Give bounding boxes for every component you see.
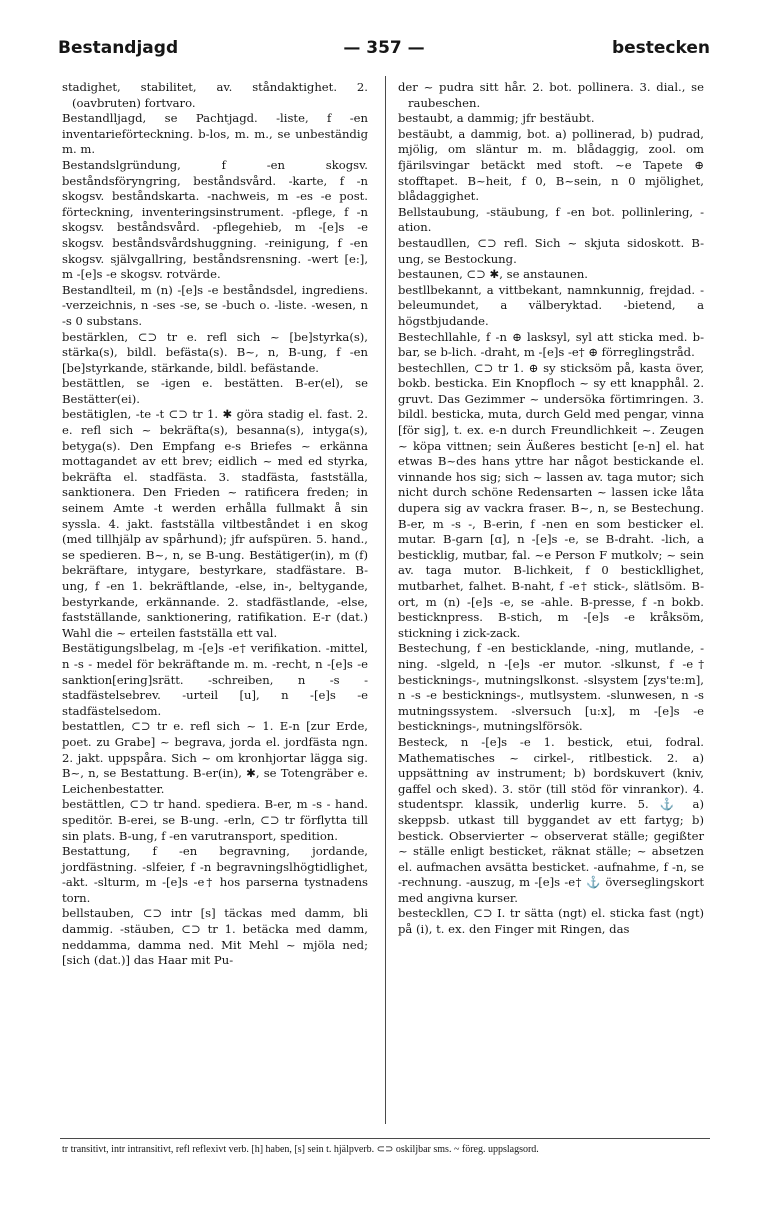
- entry: bestäubt, a dammig, bot. a) pollinerad, b) pudrad, mjölig, om släntur m. m. blådaggig, zool. om fjärilsvingar betäckt med stoft. ~e Tapete ⊕ stofftapet. B~heit, f 0, B~sein, n 0 mjölighet, blådaggighet.: [398, 126, 704, 204]
- entry: bestaubt, a dammig; jfr bestäubt.: [398, 111, 595, 126]
- entry: Bestandlteil, m (n) -[e]s -e beståndsdel, ingrediens. -verzeichnis, n -ses -se, se -buch o. -liste. -wesen, n -s 0 substans.: [62, 282, 368, 328]
- entry: bellstauben, ⊂⊃ intr [s] täckas med damm, bli dammig. -stäuben, ⊂⊃ tr 1. betäcka med damm, neddamma, damma ned. Mit Mehl ~ mjöla ned; [sich (dat.)] das Haar mit Pu-: [62, 906, 368, 968]
- entry: bestechllen, ⊂⊃ tr 1. ⊕ sy sticksöm på, kasta över, bokb. besticka. Ein Knopfloch ~ sy ett knapphål. 2. gruvt. Das Gezimmer ~ undersöka förtimringen. 3. bildl. besticka, muta, durch Geld med pengar, vinna [för sig], t. ex. e-n durch Freundlichkeit ~. Zeugen ~ köpa vittnen; sein Äußeres besticht [e-n] el. hat etwas B~des hans yttre har något bestickande el. vinnande hos sig; sich ~ lassen av. taga mutor; sich nicht durch schöne Redensarten ~ lassen icke låta dupera sig av vackra fraser. B~, n, se Bestechung. B-er, m -s -, B-erin, f -nen en som besticker el. mutar. B-garn [ɑ], n -[e]s -e, se B-draht. -lich, a besticklig, mutbar, fal. ~e Person F mutkolv; ~ sein av. taga mutor. B-lichkeit, f 0 bestickllighet, mutbarhet, falhet. B-naht, f -e† stick-, slätlsöm. B-ort, m (n) -[e]s -e, se -ahle. B-presse, f -n bokb. besticknpress. B-stich, m -[e]s -e kråksöm, stickning i zick-zack.: [398, 360, 704, 640]
- entry: Bellstaubung, -stäubung, f -en bot. pollinlering, -ation.: [398, 204, 704, 235]
- entry: bestättlen, se -igen e. bestätten. B-er(el), se Bestätter(ei).: [62, 376, 368, 406]
- entry: bestaunen, ⊂⊃ ✱, se anstaunen.: [398, 267, 588, 282]
- entry: Besteck, n -[e]s -e 1. bestick, etui, fodral. Mathematisches ~ cirkel-, ritlbestick. 2. a) uppsättning av instrument; b) bordskuvert (kniv, gaffel och sked). 3. stör (till stöd för vinrankor). 4. studentspr. klassik, underlig kurre. 5. ⚓ a) skeppsb. utkast till byggandet av ett fartyg; b) bestick. Observierter ~ observerat ställe; gegißter ~ ställe enligt besticket, räknat ställe; ~ absetzen el. aufmachen avsätta besticket. -aufnahme, f -n, se -rechnung. -auszug, m -[e]s -e† ⚓ överseglingskort med angivna kurser.: [398, 734, 704, 905]
- entry: bestärklen, ⊂⊃ tr e. refl sich ~ [be]styrka(s), stärka(s), bildl. befästa(s). B~, n, B-ung, f -en [be]styrkande, stärkande, bildl. befästande.: [62, 329, 368, 375]
- entry: Bestattung, f -en begravning, jordande, jordfästning. -slfeier, f -n begravningslhögtidlighet, -akt. -slturm, m -[e]s -e† hos parserna tystnadens torn.: [62, 844, 368, 905]
- right-column: [398, 80, 704, 938]
- entry: der ~ pudra sitt hår. 2. bot. pollinera. 3. dial., se raubeschen.: [398, 80, 704, 110]
- entry: bestättlen, ⊂⊃ tr hand. spediera. B-er, m -s - hand. speditör. B-erei, se B-ung. -erln, ⊂⊃ tr förflytta till sin plats. B-ung, f -en varutransport, spedition.: [62, 797, 368, 843]
- entry: bestllbekannt, a vittbekant, namnkunnig, frejdad. -beleumundet, a välberyktad. -bietend, a högstbjudande.: [398, 282, 704, 328]
- entry: stadighet, stabilitet, av. ståndaktighet. 2. (oavbruten) fortvaro.: [62, 80, 368, 110]
- running-header: [58, 38, 710, 64]
- entry: bestattlen, ⊂⊃ tr e. refl sich ~ 1. E-n [zur Erde, poet. zu Grabe] ~ begrava, jorda el. jordfästa ngn. 2. jakt. uppspåra. Sich ~ om kronhjortar lägga sig. B~, n, se Bestattung. B-er(in), ✱, se Totengräber e. Leichenbestatter.: [62, 719, 368, 796]
- entry: Bestechung, f -en besticklande, -ning, mutlande, -ning. -slgeld, n -[e]s -er mutor. -slkunst, f -e† besticknings-, mutningslkonst. -slsystem [zys'te:m], n -s -e besticknings-, mutlsystem. -slunwesen, n -s mutningssystem. -slversuch [u:x], m -[e]s -e besticknings-, mutningslförsök.: [398, 641, 704, 734]
- page-number: — 357 —: [343, 38, 425, 58]
- column-divider: [385, 76, 386, 1124]
- header-left-guideword: Bestandjagd: [58, 38, 179, 58]
- header-right-guideword: bestecken: [611, 38, 710, 58]
- entry: Bestandlljagd, se Pachtjagd. -liste, f -en inventarieförteckning. b-los, m. m., se unbeständig m. m.: [62, 111, 368, 157]
- entry: bestaudllen, ⊂⊃ refl. Sich ~ skjuta sidoskott. B-ung, se Bestockung.: [398, 235, 704, 266]
- left-column: [62, 80, 368, 969]
- entry: besteckllen, ⊂⊃ I. tr sätta (ngt) el. sticka fast (ngt) på (i), t. ex. den Finger mit Ringen, das: [398, 906, 704, 937]
- footer-divider: [60, 1138, 710, 1139]
- entry: Bestandslgründung, f -en skogsv. beståndsföryngring, beståndsvård. -karte, f -n skogsv. beståndskarta. -nachweis, m -es -e post. förteckning, inventeringsinstrument. -pflege, f -n skogsv. beståndsvård. -pflegehieb, m -[e]s -e skogsv. beståndsvårdshuggning. -reinigung, f -en skogsv. självgallring, beståndsrensning. -wert [e:], m -[e]s -e skogsv. rotvärde.: [62, 157, 368, 282]
- entry: Bestätigungslbelag, m -[e]s -e† verifikation. -mittel, n -s - medel för bekräftande m. m. -recht, n -[e]s -e sanktion[ering]srätt. -schreiben, n -s - stadfästelsebrev. -urteil [u], n -[e]s -e stadfästelsedom.: [62, 641, 368, 718]
- entry: Bestechllahle, f -n ⊕ lasksyl, syl att sticka med. b-bar, se b-lich. -draht, m -[e]s -e† ⊕ förreglingstråd.: [398, 329, 704, 360]
- entry: bestätiglen, -te -t ⊂⊃ tr 1. ✱ göra stadig el. fast. 2. e. refl sich ~ bekräfta(s), besanna(s), intyga(s), betyga(s). Den Empfang e-s Briefes ~ erkänna mottagandet av ett brev; eidlich ~ med ed styrka, bekräfta el. stadfästa. 3. stadfästa, fastställa, sanktionera. Den Frieden ~ ratificera freden; in seinem Amte -t werden erhålla fullmakt å sin syssla. 4. jakt. fastställa viltbeståndet i en skog (med tillhjälp av spårhund); jfr aufspüren. 5. hand., se spedieren. B~, n, se B-ung. Bestätiger(in), m (f) bekräftare, intygare, bestyrkare, stadfästare. B-ung, f -en 1. bekräftlande, -else, in-, beltygande, bestyrkande, erkännande. 2. stadfästlande, -else, fastställande, sanktionering, ratifikation. E-r (dat.) Wahl die ~ erteilen fastställa ett val.: [62, 407, 368, 640]
- abbreviation-legend: tr transitivt, intr intransitivt, refl reflexivt verb. [h] haben, [s] sein t. hjälpverb. ⊂⊃ oskiljbar sms. ~ föreg. uppslagsord.: [62, 1144, 539, 1155]
